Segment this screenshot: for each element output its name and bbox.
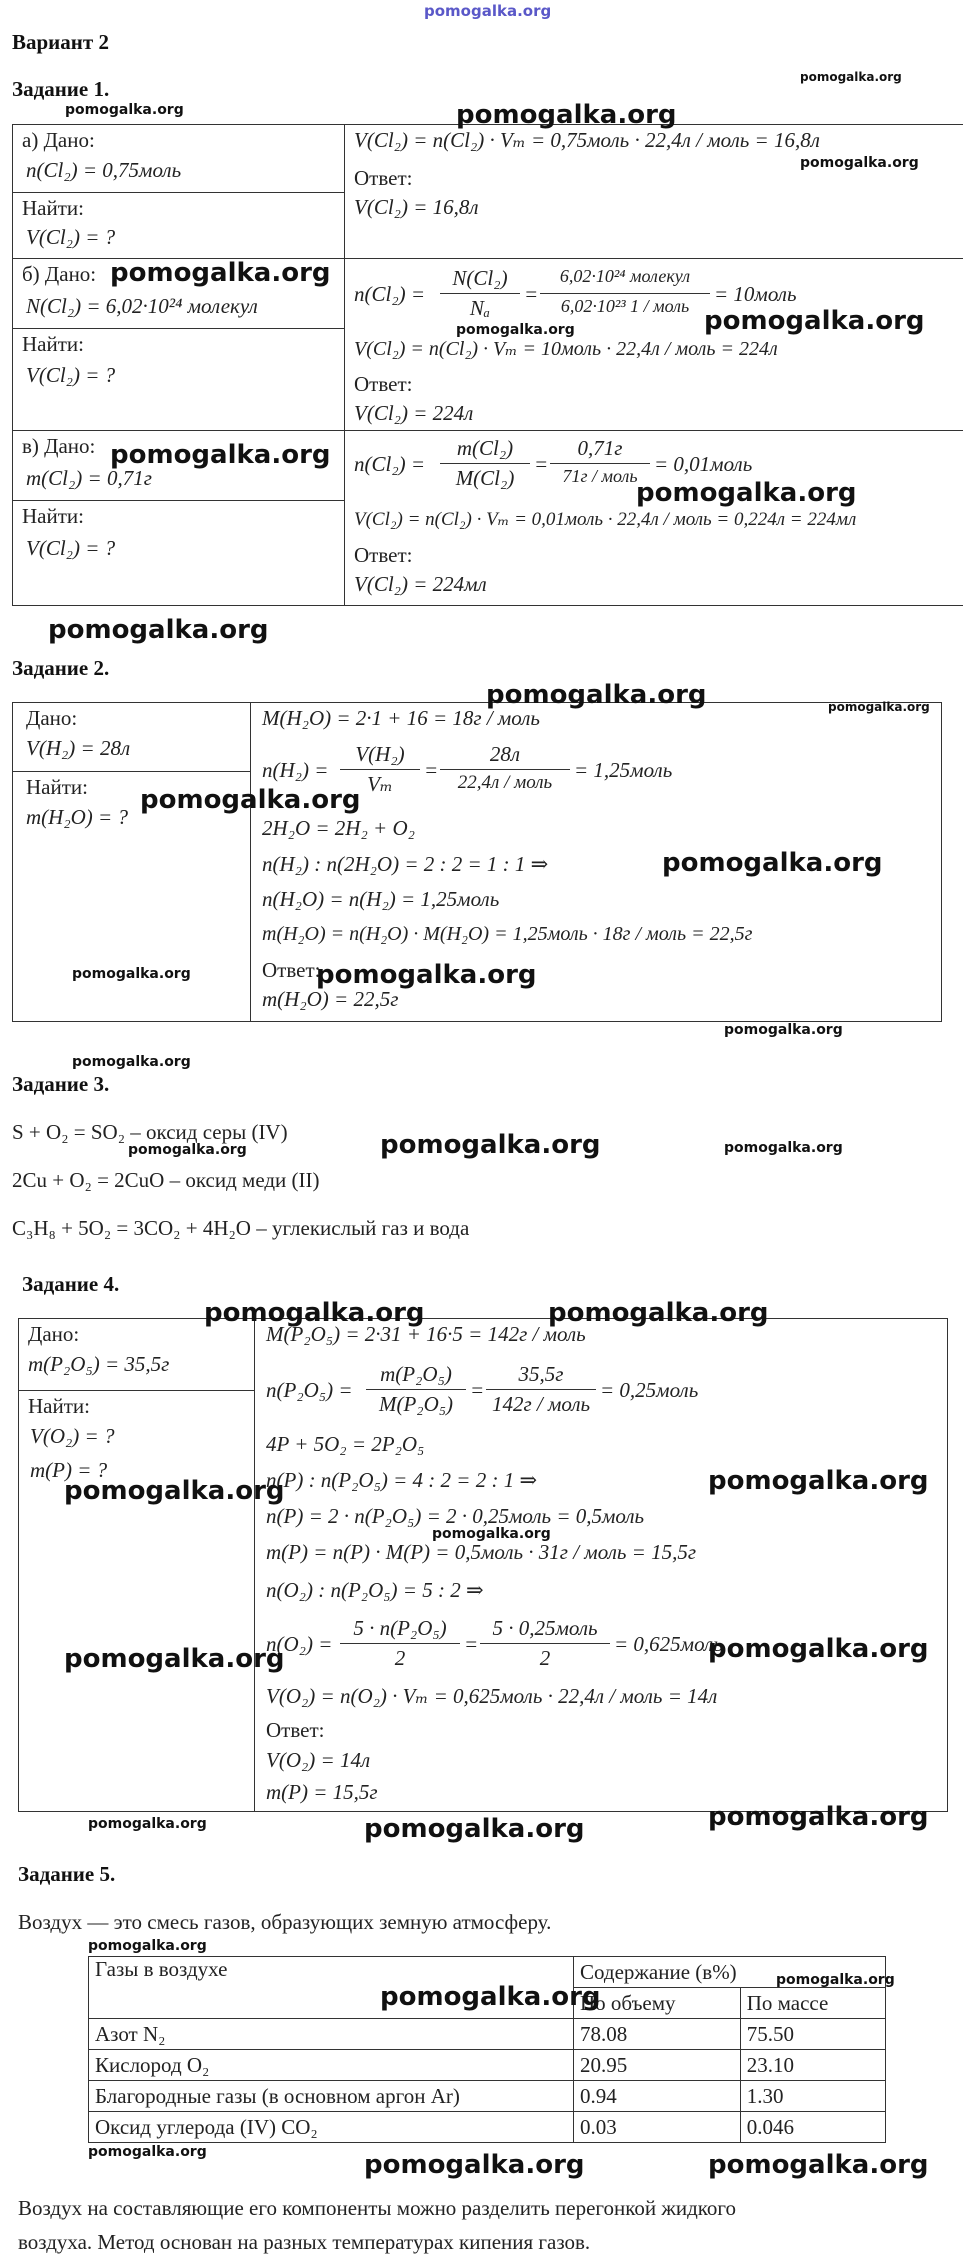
table-cell-gas: Оксид углерода (IV) CO₂: [89, 2112, 574, 2143]
task2-frac1-num: V(H₂): [355, 742, 405, 766]
variant-title: Вариант 2: [12, 30, 109, 54]
watermark: pomogalka.org: [724, 1140, 843, 1156]
task1c-given-label: в) Дано:: [22, 434, 96, 458]
task2-frac2-num: 28л: [489, 742, 521, 766]
table-cell-mass: 1.30: [740, 2081, 885, 2112]
task4-find-label: Найти:: [28, 1394, 90, 1418]
task4-line: 4P + 5O₂ = 2P₂O₅: [266, 1432, 425, 1456]
task5-outro-line: Воздух на составляющие его компоненты можно разделить перегонкой жидкого: [18, 2196, 737, 2220]
table-cell-gas: Благородные газы (в основном аргон Ar): [89, 2081, 574, 2112]
task4-frac-a-den2: 142г / моль: [491, 1392, 591, 1416]
watermark: pomogalka.org: [456, 322, 575, 338]
task3-equation: S + O₂ = SO₂ – оксид серы (IV): [12, 1120, 288, 1144]
task4-line-v: V(O₂) = n(O₂) · Vₘ = 0,625моль · 22,4л / моль = 14л: [266, 1684, 718, 1708]
watermark: pomogalka.org: [708, 2150, 929, 2180]
task1b-given-label: б) Дано:: [22, 262, 97, 286]
task1c-frac-lhs: n(Cl₂) =: [354, 452, 426, 476]
watermark: pomogalka.org: [316, 960, 537, 990]
task4-find: m(P) = ?: [30, 1458, 108, 1482]
watermark: pomogalka.org: [548, 1298, 769, 1328]
watermark: pomogalka.org: [72, 966, 191, 982]
task4-frac-b-result: = 0,625моль: [614, 1632, 723, 1656]
table-cell-mass: 0.046: [740, 2112, 885, 2143]
watermark: pomogalka.org: [64, 1476, 285, 1506]
task4-line: n(P) = 2 · n(P₂O₅) = 2 · 0,25моль = 0,5моль: [266, 1504, 645, 1528]
task1b-answer-label: Ответ:: [354, 372, 413, 396]
watermark: pomogalka.org: [364, 2150, 585, 2180]
task4-find: V(O₂) = ?: [30, 1424, 115, 1448]
task4-given: m(P₂O₅) = 35,5г: [28, 1352, 170, 1376]
watermark: pomogalka.org: [88, 1938, 207, 1954]
task4-frac-a-num2: 35,5г: [518, 1362, 564, 1386]
watermark: pomogalka.org: [128, 1142, 247, 1158]
task1-table: [12, 124, 963, 606]
watermark: pomogalka.org: [72, 1054, 191, 1070]
task1b-frac1-num: N(Cl₂): [452, 266, 508, 290]
task4-answer: m(P) = 15,5г: [266, 1780, 378, 1804]
watermark: pomogalka.org: [432, 1526, 551, 1542]
watermark: pomogalka.org: [708, 1466, 929, 1496]
task1a-answer: V(Cl₂) = 16,8л: [354, 195, 479, 219]
table-cell-gas: Азот N₂: [89, 2019, 574, 2050]
task1c-answer: V(Cl₂) = 224мл: [354, 572, 487, 596]
task5-heading: Задание 5.: [18, 1862, 116, 1886]
table-subheader-mass: По массе: [740, 1988, 885, 2019]
task1c-given: m(Cl₂) = 0,71г: [26, 466, 152, 490]
table-row: [89, 2050, 886, 2081]
watermark: pomogalka.org: [64, 1644, 285, 1674]
task4-frac-a-result: = 0,25моль: [600, 1378, 699, 1402]
watermark: pomogalka.org: [110, 440, 331, 470]
task4-line1: M(P₂O₅) = 2·31 + 16·5 = 142г / моль: [266, 1322, 586, 1346]
task4-frac-a-num1: m(P₂O₅): [380, 1362, 452, 1386]
task1b-find: V(Cl₂) = ?: [26, 363, 116, 387]
table-cell-gas: Кислород O₂: [89, 2050, 574, 2081]
task4-answer: V(O₂) = 14л: [266, 1748, 371, 1772]
task2-line1: M(H₂O) = 2·1 + 16 = 18г / моль: [262, 706, 540, 730]
task1b-given: N(Cl₂) = 6,02·10²⁴ молекул: [26, 294, 258, 318]
task1b-frac1-den: Nₐ: [469, 296, 491, 320]
watermark: pomogalka.org: [800, 155, 919, 171]
task2-answer-label: Ответ:: [262, 958, 321, 982]
task4-line: m(P) = n(P) · M(P) = 0,5моль · 31г / моль = 15,5г: [266, 1540, 697, 1564]
task2-find-label: Найти:: [26, 775, 88, 799]
watermark: pomogalka.org: [456, 100, 677, 130]
table-row: [89, 2081, 886, 2112]
table-cell-volume: 78.08: [574, 2019, 741, 2050]
watermark: pomogalka.org: [204, 1298, 425, 1328]
watermark: pomogalka.org: [662, 848, 883, 878]
table-cell-mass: 75.50: [740, 2019, 885, 2050]
task1a-find-label: Найти:: [22, 196, 84, 220]
watermark: pomogalka.org: [704, 306, 925, 336]
task2-frac1-den: Vₘ: [367, 772, 393, 796]
task1-divider: [344, 124, 345, 606]
task1a-given: n(Cl₂) = 0,75моль: [26, 158, 182, 182]
task4-heading: Задание 4.: [22, 1272, 120, 1296]
watermark: pomogalka.org: [708, 1802, 929, 1832]
task2-line: 2H₂O = 2H₂ + O₂: [262, 816, 415, 840]
table-row: [89, 2112, 886, 2143]
task1a-given-label: а) Дано:: [22, 128, 95, 152]
task5-intro: Воздух — это смесь газов, образующих земную атмосферу.: [18, 1910, 552, 1934]
table-cell-volume: 20.95: [574, 2050, 741, 2081]
task2-line: n(H₂) : n(2H₂O) = 2 : 2 = 1 : 1 ⇒: [262, 852, 549, 876]
task1c-frac-result: = 0,01моль: [654, 452, 753, 476]
task1b-frac-lhs: n(Cl₂) =: [354, 282, 426, 306]
task3-equation: 2Cu + O₂ = 2CuO – оксид меди (II): [12, 1168, 320, 1192]
watermark: pomogalka.org: [380, 1130, 601, 1160]
task2-frac-result: = 1,25моль: [574, 758, 673, 782]
task1b-frac2-num: 6,02·10²⁴ молекул: [559, 266, 691, 286]
task4-frac-b-den1: 2: [394, 1646, 406, 1670]
task2-given-label: Дано:: [26, 706, 78, 730]
task4-frac-a-den1: M(P₂O₅): [378, 1392, 454, 1416]
watermark: pomogalka.org: [48, 615, 269, 645]
task1b-frac-result: = 10моль: [714, 282, 797, 306]
watermark: pomogalka.org: [776, 1972, 895, 1988]
watermark: pomogalka.org: [65, 102, 184, 118]
watermark: pomogalka.org: [364, 1814, 585, 1844]
task2-line: m(H₂O) = n(H₂O) · M(H₂O) = 1,25моль · 18г / моль = 22,5г: [262, 923, 753, 945]
watermark: pomogalka.org: [88, 2144, 207, 2160]
watermark: pomogalka.org: [708, 1634, 929, 1664]
table-cell-mass: 23.10: [740, 2050, 885, 2081]
task3-equation: C₃H₈ + 5O₂ = 3CO₂ + 4H₂O – углекислый газ и вода: [12, 1216, 470, 1240]
task1b-answer: V(Cl₂) = 224л: [354, 401, 474, 425]
task1a-find: V(Cl₂) = ?: [26, 225, 116, 249]
watermark: pomogalka.org: [140, 785, 361, 815]
watermark-top: pomogalka.org: [424, 2, 552, 20]
task4-frac-b-num2: 5 · 0,25моль: [492, 1616, 598, 1640]
table-subheader-volume: По объему: [574, 1988, 741, 2019]
table-header-gases: Газы в воздухе: [89, 1957, 574, 2019]
table-header-content: Содержание (в%): [574, 1957, 886, 1988]
task1c-find-label: Найти:: [22, 504, 84, 528]
task4-line: n(P) : n(P₂O₅) = 4 : 2 = 2 : 1 ⇒: [266, 1468, 538, 1492]
task1c-frac2-num: 0,71г: [577, 436, 623, 460]
task2-frac2-den: 22,4л / моль: [457, 772, 553, 793]
task1b-frac2-den: 6,02·10²³ 1 / моль: [560, 296, 690, 316]
task4-line: n(O₂) : n(P₂O₅) = 5 : 2 ⇒: [266, 1578, 484, 1602]
watermark: pomogalka.org: [828, 700, 930, 714]
watermark: pomogalka.org: [88, 1816, 207, 1832]
task2-heading: Задание 2.: [12, 656, 110, 680]
table-row: [89, 2019, 886, 2050]
watermark: pomogalka.org: [800, 70, 902, 84]
table-cell-volume: 0.94: [574, 2081, 741, 2112]
watermark: pomogalka.org: [380, 1982, 601, 2012]
task4-given-label: Дано:: [28, 1322, 80, 1346]
task3-heading: Задание 3.: [12, 1072, 110, 1096]
task1b-find-label: Найти:: [22, 332, 84, 356]
task2-answer: m(H₂O) = 22,5г: [262, 987, 399, 1011]
task1c-find: V(Cl₂) = ?: [26, 536, 116, 560]
task1c-frac1-den: M(Cl₂): [455, 466, 515, 490]
task4-frac-b-num1: 5 · n(P₂O₅): [353, 1616, 447, 1640]
task1c-solution: V(Cl₂) = n(Cl₂) · Vₘ = 0,01моль · 22,4л / моль = 0,224л = 224мл: [354, 509, 857, 530]
task1b-solution: V(Cl₂) = n(Cl₂) · Vₘ = 10моль · 22,4л / моль = 224л: [354, 338, 778, 360]
table-cell-volume: 0.03: [574, 2112, 741, 2143]
task5-outro-line: воздуха. Метод основан на разных температурах кипения газов.: [18, 2230, 591, 2254]
watermark: pomogalka.org: [636, 478, 857, 508]
task4-frac-b-lhs: n(O₂) =: [266, 1632, 333, 1656]
task1c-frac2-den: 71г / моль: [562, 466, 638, 486]
watermark: pomogalka.org: [110, 258, 331, 288]
task2-given: V(H₂) = 28л: [26, 736, 131, 760]
task4-frac-a-lhs: n(P₂O₅) =: [266, 1378, 353, 1402]
task4-answer-label: Ответ:: [266, 1718, 325, 1742]
task2-find: m(H₂O) = ?: [26, 805, 128, 829]
task2-frac-lhs: n(H₂) =: [262, 758, 329, 782]
task1c-frac1-num: m(Cl₂): [456, 436, 514, 460]
watermark: pomogalka.org: [724, 1022, 843, 1038]
task1-heading: Задание 1.: [12, 77, 110, 101]
task2-line: n(H₂O) = n(H₂) = 1,25моль: [262, 887, 500, 911]
task4-frac-b-den2: 2: [539, 1646, 551, 1670]
task1c-answer-label: Ответ:: [354, 543, 413, 567]
watermark: pomogalka.org: [486, 680, 707, 710]
task1a-solution: V(Cl₂) = n(Cl₂) · Vₘ = 0,75моль · 22,4л / моль = 16,8л: [354, 128, 820, 152]
task1a-answer-label: Ответ:: [354, 166, 413, 190]
